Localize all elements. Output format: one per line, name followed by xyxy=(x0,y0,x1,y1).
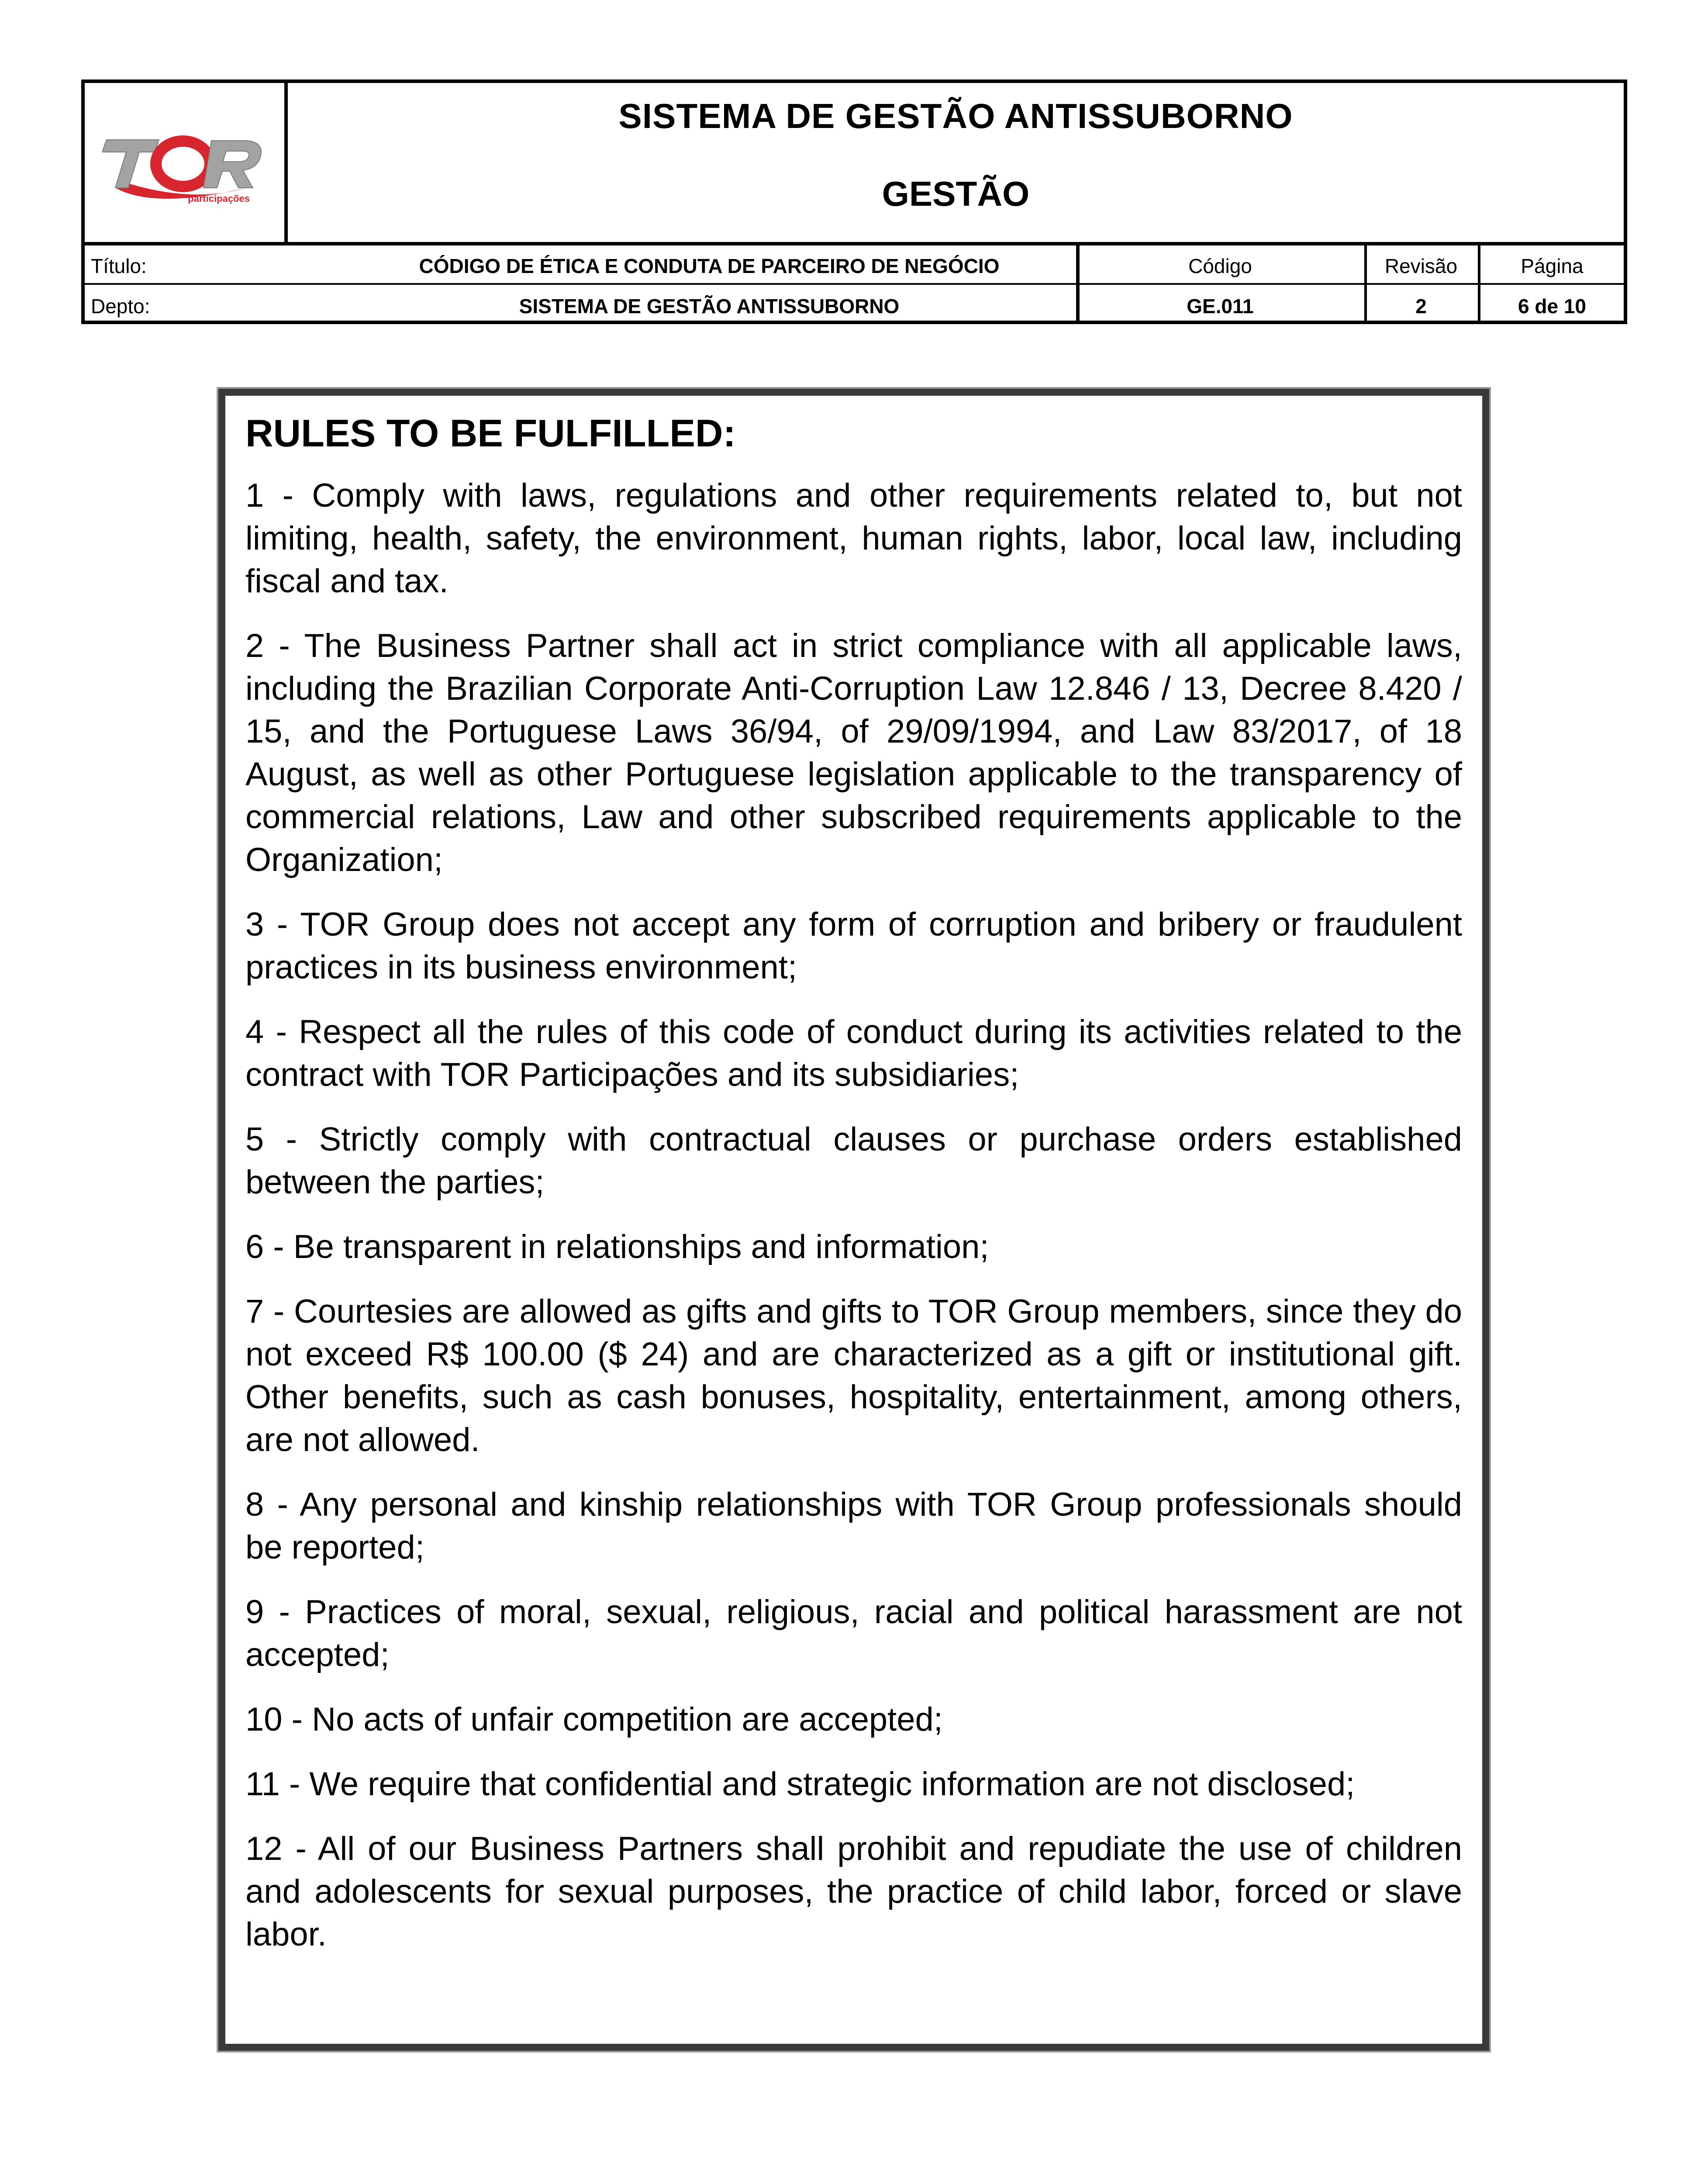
department-label: Depto: xyxy=(91,295,150,318)
document-title: CÓDIGO DE ÉTICA E CONDUTA DE PARCEIRO DE NEGÓCIO xyxy=(419,255,1000,277)
section-title: GESTÃO xyxy=(882,174,1030,213)
rule-item: 1 - Comply with laws, regulations and other requirements related to, but not limiting, health, safety, the environment, human rights, labor, local law, including fiscal and tax. xyxy=(245,477,1462,600)
title-cell xyxy=(288,83,1624,242)
rule-item: 11 - We require that confidential and strategic information are not disclosed; xyxy=(245,1766,1355,1803)
department-value: SISTEMA DE GESTÃO ANTISSUBORNO xyxy=(519,295,900,318)
rule-item: 10 - No acts of unfair competition are accepted; xyxy=(245,1701,943,1738)
system-title: SISTEMA DE GESTÃO ANTISSUBORNO xyxy=(618,97,1293,135)
rules-heading: RULES TO BE FULFILLED: xyxy=(245,411,736,455)
rule-item: 3 - TOR Group does not accept any form of corruption and bribery or fraudulent practices in its business environment; xyxy=(245,906,1462,986)
rule-item: 6 - Be transparent in relationships and information; xyxy=(245,1228,989,1265)
rule-item: 12 - All of our Business Partners shall prohibit and repudiate the use of children and adolescents for sexual purposes, the practice of child labor, forced or slave labor. xyxy=(245,1830,1462,1953)
rules-content xyxy=(245,407,1462,1978)
rule-item: 5 - Strictly comply with contractual clauses or purchase orders established between the parties; xyxy=(245,1121,1462,1201)
rule-item: 7 - Courtesies are allowed as gifts and gifts to TOR Group members, since they do not exceed R$ 100.00 ($ 24) and are characterized as a gift or institutional gift. Other benefits, such as cash bonuses, hospitality, entertainment, among others, are not allowed. xyxy=(245,1293,1462,1458)
page-column-header: Página xyxy=(1521,255,1584,277)
rules-box xyxy=(218,389,1489,2051)
revision-number: 2 xyxy=(1415,295,1427,318)
header-row-department xyxy=(85,285,1624,325)
rule-item: 2 - The Business Partner shall act in strict compliance with all applicable laws, including the Brazilian Corporate Anti-Corruption Law 12.846 / 13, Decree 8.420 / 15, and the Portuguese Laws 36/94, of 29/09/1994, and Law 83/2017, of 18 August, as well as other Portuguese legislation applicable to the transparency of commercial relations, Law and other subscribed requirements applicable to the Organization; xyxy=(245,627,1462,878)
header-row-title xyxy=(85,245,1624,285)
rule-item: 4 - Respect all the rules of this code of conduct during its activities related to the contract with TOR Participações and its subsidiaries; xyxy=(245,1013,1462,1093)
document-code: GE.011 xyxy=(1187,295,1254,318)
revision-column-header: Revisão xyxy=(1384,255,1458,277)
rule-item: 9 - Practices of moral, sexual, religious, racial and political harassment are not accepted; xyxy=(245,1593,1462,1673)
rule-item: 8 - Any personal and kinship relationships with TOR Group professionals should be reported; xyxy=(245,1486,1462,1566)
title-label: Título: xyxy=(91,255,147,277)
logo-subtitle: participações xyxy=(188,193,250,204)
page-number: 6 de 10 xyxy=(1518,295,1586,318)
document-header xyxy=(81,79,1627,324)
tor-logo xyxy=(102,122,273,210)
code-column-header: Código xyxy=(1188,255,1252,277)
logo-cell xyxy=(85,83,288,242)
